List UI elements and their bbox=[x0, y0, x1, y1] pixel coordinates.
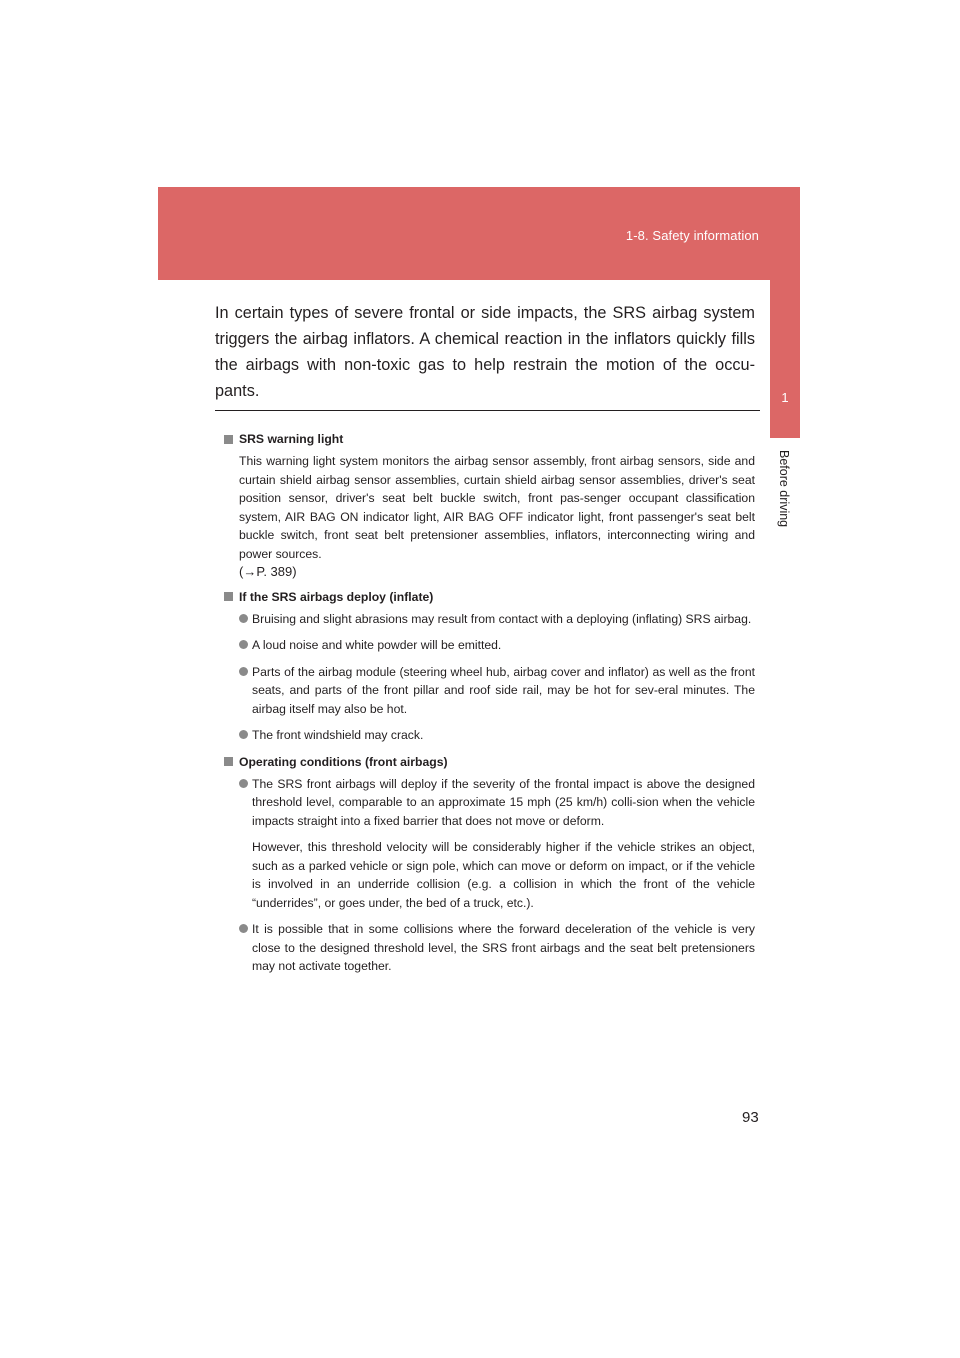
circle-bullet-icon bbox=[239, 779, 248, 788]
content bbox=[224, 430, 755, 984]
list-item bbox=[239, 726, 755, 745]
list-item-text: The SRS front airbags will deploy if the severity of the frontal impact is above the designed threshold level, comparable to an approximate 15 mph (25 km/h) colli-sion when the vehicle impacts straight into a fixed barrier that does not move or deform. bbox=[252, 776, 755, 828]
chapter-label: Before driving bbox=[777, 450, 791, 528]
heading-text: Operating conditions (front airbags) bbox=[239, 754, 448, 769]
heading-text: SRS warning light bbox=[239, 432, 344, 446]
circle-bullet-icon bbox=[239, 640, 248, 649]
circle-bullet-icon bbox=[239, 667, 248, 676]
circle-bullet-icon bbox=[239, 614, 248, 623]
list-item-text: It is possible that in some collisions where the forward deceleration of the vehicle is very close to the designed threshold level, the SRS front airbags and the seat belt pretensioners may not activate together. bbox=[252, 922, 755, 973]
circle-bullet-icon bbox=[239, 924, 248, 933]
section-text bbox=[239, 452, 755, 582]
section-heading bbox=[224, 430, 755, 448]
list-item-text: Parts of the airbag module (steering wheel hub, airbag cover and inflator) as well as the front seats, and parts of the front pillar and roof side rail, may be hot for sev-eral minutes. The airbag itself may also be hot. bbox=[252, 664, 755, 716]
list-item-text: Bruising and slight abrasions may result from contact with a deploying (inflating) SRS airbag. bbox=[252, 611, 752, 626]
page-reference-link[interactable]: (→P. 389) bbox=[239, 564, 297, 579]
page-number: 93 bbox=[742, 1109, 759, 1126]
section-operating-conditions bbox=[224, 753, 755, 976]
list-item bbox=[239, 920, 755, 976]
section-title: 1-8. Safety information bbox=[625, 228, 759, 243]
section-airbags-deploy bbox=[224, 588, 755, 745]
list-item bbox=[239, 663, 755, 719]
intro-paragraph: In certain types of severe frontal or side impacts, the SRS airbag system triggers the airbag inflators. A chemical reaction in the inflators quickly fills the airbags with non-toxic gas to help restrain the motion of the occu-pants. bbox=[215, 304, 755, 400]
chapter-number: 1 bbox=[781, 390, 789, 405]
header-band bbox=[158, 187, 800, 280]
warning-light-text: This warning light system monitors the airbag sensor assembly, front airbag sensors, side and curtain shield airbag sensor assemblies, curtain shield airbag sensor assemblies, driver's seat position sensor, driver's seat belt buckle switch, front pas-senger occupant classification system, AIR BAG ON indicator light, AIR BAG OFF indicator light, front passenger's seat belt buckle switch, front seat belt pretensioner assemblies, inflators, interconnecting wiring and power sources. bbox=[239, 454, 755, 561]
section-heading bbox=[224, 753, 755, 771]
section-heading bbox=[224, 588, 755, 606]
square-bullet-icon bbox=[224, 435, 233, 444]
list-item-continuation: However, this threshold velocity will be considerably higher if the vehicle strikes an object, such as a parked vehicle or sign pole, which can move or deform on impact, or if the vehicle is involved in an underride collision (e.g. a collision in which the front of the vehicle “underrides”, or goes under, the bed of a truck, etc.). bbox=[252, 840, 755, 910]
list-item-text: A loud noise and white powder will be emitted. bbox=[252, 638, 502, 652]
square-bullet-icon bbox=[224, 592, 233, 601]
heading-text: If the SRS airbags deploy (inflate) bbox=[239, 589, 434, 604]
chapter-tab[interactable] bbox=[770, 187, 800, 438]
square-bullet-icon bbox=[224, 757, 233, 766]
list-item bbox=[239, 636, 755, 655]
list-item-text: The front windshield may crack. bbox=[252, 728, 424, 742]
circle-bullet-icon bbox=[239, 730, 248, 739]
section-srs-warning-light bbox=[224, 430, 755, 582]
list-item bbox=[239, 610, 755, 629]
divider bbox=[215, 410, 760, 411]
list-item bbox=[239, 775, 755, 913]
